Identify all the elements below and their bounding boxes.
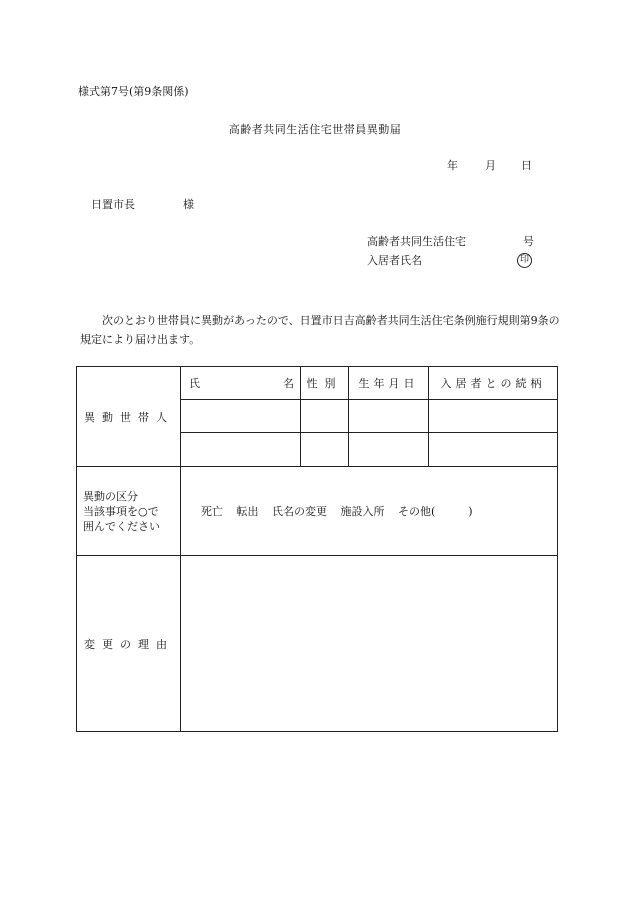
name-field-2[interactable]	[181, 433, 301, 467]
option-move-out[interactable]: 転出	[236, 505, 259, 518]
date-day-label: 日	[521, 159, 532, 172]
reason-label-cell	[77, 556, 181, 732]
option-name-change[interactable]: 氏名の変更	[272, 505, 327, 518]
relation-field-1[interactable]	[429, 400, 558, 433]
relation-header-cell	[429, 367, 558, 400]
housing-label: 高齢者共同生活住宅	[367, 235, 466, 248]
birth-header: 生年月日	[358, 377, 419, 390]
resident-name-label: 入居者氏名	[367, 254, 422, 267]
date-year-label: 年	[447, 159, 458, 172]
sex-header: 性別	[306, 377, 343, 390]
sex-header-cell	[301, 367, 349, 400]
sex-field-1[interactable]	[301, 400, 349, 433]
birth-field-2[interactable]	[349, 433, 429, 467]
sex-field-2[interactable]	[301, 433, 349, 467]
change-type-label-3: 囲んでください	[83, 519, 160, 533]
room-number-label: 号	[523, 235, 534, 248]
date-month-label: 月	[485, 159, 496, 172]
honorific: 様	[183, 198, 194, 211]
name-field-1[interactable]	[181, 400, 301, 433]
page-title: 高齢者共同生活住宅世帯員異動届	[228, 123, 402, 136]
change-type-label-cell	[77, 467, 181, 556]
declaration-text: 次のとおり世帯員に異動があったので、日置市日吉高齢者共同生活住宅条例施行規則第9条の規定により届け出ます。	[80, 314, 560, 346]
relation-header: 入居者との続柄	[440, 377, 546, 390]
option-death[interactable]: 死亡	[201, 505, 223, 518]
option-other[interactable]: その他( )	[398, 505, 473, 518]
relation-field-2[interactable]	[429, 433, 558, 467]
name-header-2: 名	[283, 377, 294, 390]
option-facility-admission[interactable]: 施設入所	[340, 505, 385, 518]
change-type-label-1: 異動の区分	[83, 489, 138, 503]
change-type-label-2: 当該事項を○で	[83, 504, 159, 518]
addressee: 日置市長	[91, 198, 135, 211]
name-header-cell	[181, 367, 301, 400]
household-label-cell	[77, 367, 181, 467]
change-type-options[interactable]	[181, 467, 558, 556]
seal-icon: 印	[517, 253, 532, 268]
change-form-table	[76, 366, 558, 732]
reason-label: 変更の理由	[84, 637, 174, 651]
name-header-1: 氏	[189, 377, 200, 390]
birth-header-cell	[349, 367, 429, 400]
form-number: 様式第7号(第9条関係)	[78, 85, 189, 98]
household-label: 異動世帯人	[84, 410, 174, 424]
reason-field[interactable]	[181, 556, 558, 732]
birth-field-1[interactable]	[349, 400, 429, 433]
